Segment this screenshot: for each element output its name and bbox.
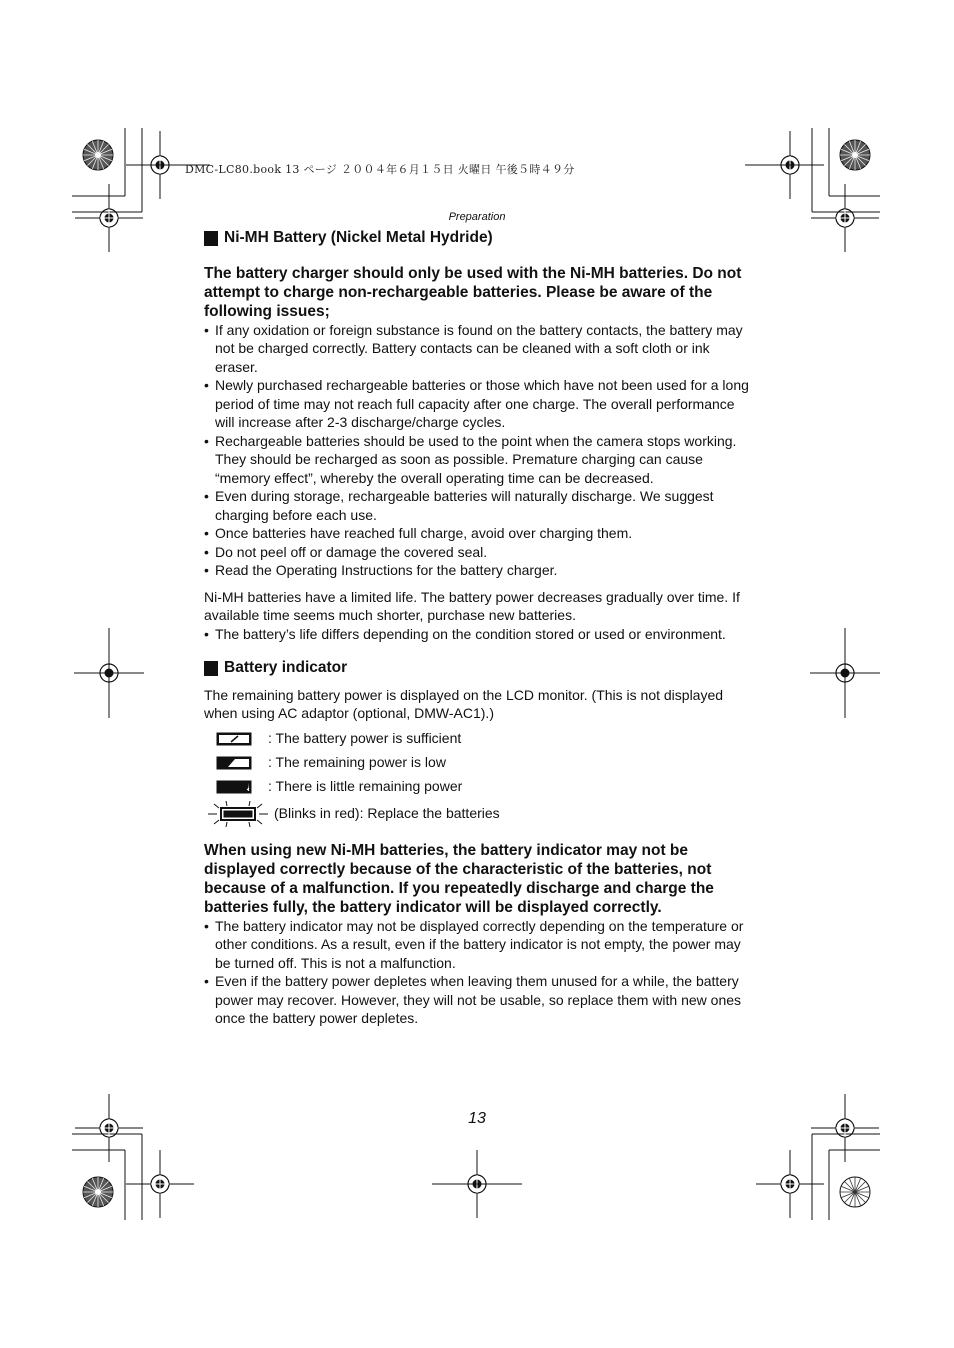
- heading-square-icon: [204, 231, 218, 246]
- battery-low-icon: [216, 756, 252, 770]
- indicator-row: [204, 727, 752, 751]
- indicator-row: [204, 775, 752, 799]
- indicator-intro: The remaining battery power is displayed on the LCD monitor. (This is not displayed when using AC adaptor (optional, DMW-AC1).): [204, 686, 724, 721]
- list-item: • Even if the battery power depletes when leaving them unused for a while, the battery power may recover. However, they will not be usable, so replace them with new ones once the battery power depletes.: [204, 972, 752, 1028]
- list-item: • Do not peel off or damage the covered seal.: [204, 543, 752, 562]
- list-item: • The battery indicator may not be displayed correctly depending on the temperature or other conditions. As a result, even if the battery indicator is not empty, the power may be turned off. This is not a malfunction.: [204, 917, 752, 973]
- nimh-heading-text: Ni-MH Battery (Nickel Metal Hydride): [224, 229, 493, 246]
- print-meta: DMC-LC80.book 13 ページ ２００４年６月１５日 火曜日 午後５時４９分: [185, 163, 575, 176]
- page-body: [204, 229, 752, 1028]
- indicator-label: : There is little remaining power: [268, 778, 463, 795]
- battery-little-icon: [216, 780, 252, 794]
- indicator-row: [204, 799, 752, 829]
- indicator-row: [204, 751, 752, 775]
- indicator-label: : The battery power is sufficient: [268, 730, 462, 747]
- indicator-lead: When using new Ni-MH batteries, the battery indicator may not be displayed correctly because of the characteristic of the batteries, not because of a malfunction. If you repeatedly discharge and charge the batteries fully, the battery indicator will be displayed correctly.: [204, 841, 714, 916]
- nimh-bullets: [204, 321, 752, 580]
- nimh-heading: [204, 229, 752, 248]
- section-label: Preparation: [448, 211, 506, 223]
- battery-full-icon: [216, 732, 252, 746]
- indicator-heading-text: Battery indicator: [224, 659, 348, 676]
- list-item: • Even during storage, rechargeable batteries will naturally discharge. We suggest charging before each use.: [204, 487, 752, 524]
- indicator-bullets: [204, 917, 752, 1028]
- battery-blinking-icon: [208, 801, 268, 827]
- list-item: • Once batteries have reached full charge, avoid over charging them.: [204, 524, 752, 543]
- heading-square-icon: [204, 661, 218, 676]
- indicator-list: [204, 727, 752, 829]
- list-item: • Read the Operating Instructions for the battery charger.: [204, 561, 752, 580]
- list-item: • If any oxidation or foreign substance is found on the battery contacts, the battery may not be charged correctly. Battery contacts can be cleaned with a soft cloth or ink eraser.: [204, 321, 752, 377]
- page-number: 13: [468, 1110, 486, 1127]
- nimh-lead: The battery charger should only be used with the Ni-MH batteries. Do not attempt to charge non-rechargeable batteries. Please be aware of the following issues;: [204, 264, 742, 320]
- battery-life-bullets: [204, 625, 752, 644]
- indicator-heading: [204, 659, 752, 678]
- list-item: • Rechargeable batteries should be used to the point when the camera stops working. They should be recharged as soon as possible. Premature charging can cause “memory effect”, whereby the overall operating time can be decreased.: [204, 432, 752, 488]
- list-item: • The battery’s life differs depending on the condition stored or used or environment.: [204, 625, 752, 644]
- indicator-label: : The remaining power is low: [268, 754, 446, 771]
- list-item: • Newly purchased rechargeable batteries or those which have not been used for a long period of time may not reach full capacity after one charge. The overall performance will increase after 2-3 discharge/charge cycles.: [204, 376, 752, 432]
- indicator-label: (Blinks in red): Replace the batteries: [274, 805, 500, 822]
- battery-life-text: Ni-MH batteries have a limited life. The battery power decreases gradually over time. If available time seems much shorter, purchase new batteries.: [204, 588, 740, 623]
